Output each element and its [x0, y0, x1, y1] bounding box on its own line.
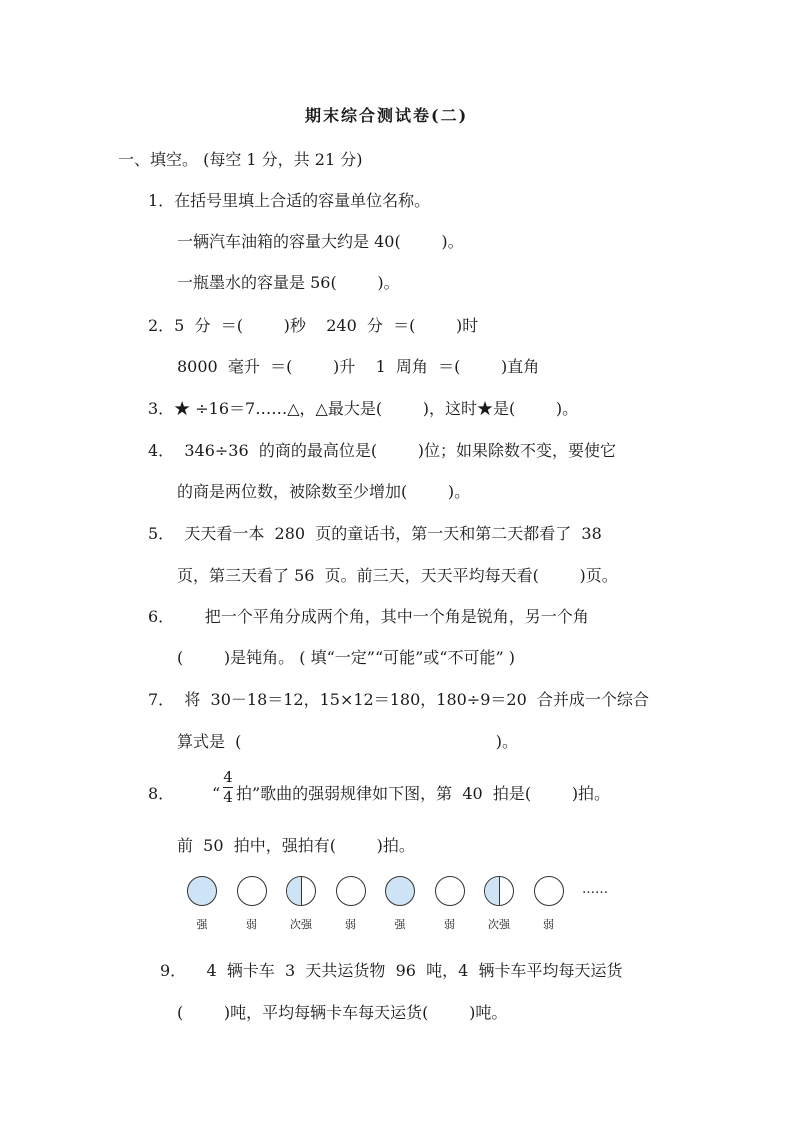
- beat-label: 弱: [345, 918, 356, 931]
- beat-circle-weak: [435, 876, 465, 906]
- q7-line-1: 7． 将 30－18＝12，15×12＝180，180÷9＝20 合并成一个综合: [148, 690, 649, 709]
- q4-line-1: 4． 346÷36 的商的最高位是( )位；如果除数不变，要使它: [148, 441, 617, 460]
- beat-label: 次强: [290, 918, 312, 931]
- beat-circle-half: [484, 876, 514, 906]
- beat-circle-weak: [534, 876, 564, 906]
- q1-prompt: 1．在括号里填上合适的容量单位名称。: [148, 191, 431, 210]
- q5-line-2: 页，第三天看了 56 页。前三天，天天平均每天看( )页。: [177, 566, 618, 585]
- beat-label: 次强: [488, 918, 510, 931]
- beat-circle-weak: [237, 876, 267, 906]
- q8-number: 8．: [148, 784, 175, 803]
- q8-frac-numerator: 4: [223, 768, 233, 786]
- q7-line-2: 算式是 ( )。: [177, 732, 518, 751]
- q4-line-2: 的商是两位数，被除数至少增加( )。: [177, 482, 471, 501]
- beat-2: [235, 876, 269, 932]
- beat-5: [383, 876, 417, 932]
- beat-6: [433, 876, 467, 932]
- q6-line-2: ( )是钝角。 ( 填“一定”“可能”或“不可能” ): [177, 648, 515, 667]
- beat-7: [482, 876, 516, 932]
- beat-3: [284, 876, 318, 932]
- q2-line-2: 8000 毫升 ＝( )升 1 周角 ＝( )直角: [177, 357, 540, 376]
- beat-pattern-diagram: [185, 876, 625, 946]
- beat-label: 强: [394, 918, 406, 931]
- section-heading: 一、填空。 (每空 1 分，共 21 分): [118, 150, 363, 169]
- beat-circle-half: [286, 876, 316, 906]
- q8-line-2: 前 50 拍中，强拍有( )拍。: [177, 836, 415, 855]
- q8-time-signature: [223, 770, 233, 805]
- q2-line-1: 2．5 分 ＝( )秒 240 分 ＝( )时: [148, 316, 479, 335]
- q5-line-1: 5． 天天看一本 280 页的童话书，第一天和第二天都看了 38: [148, 524, 602, 543]
- beat-circle-strong: [385, 876, 415, 906]
- q8-frac-denominator: 4: [223, 788, 233, 806]
- q8-open-quote: “: [212, 784, 221, 803]
- beat-1: [185, 876, 219, 932]
- q8-line-1: 拍”歌曲的强弱规律如下图，第 40 拍是( )拍。: [236, 784, 611, 803]
- beat-ellipsis: ……: [582, 882, 608, 897]
- q1-item-a: 一辆汽车油箱的容量大约是 40( )。: [177, 232, 464, 251]
- q6-line-1: 6． 把一个平角分成两个角，其中一个角是锐角，另一个角: [148, 607, 589, 626]
- beat-4: [334, 876, 368, 932]
- beat-circle-weak: [336, 876, 366, 906]
- page-title: 期末综合测试卷(二): [305, 106, 469, 125]
- beat-label: 弱: [543, 918, 554, 931]
- beat-label: 强: [196, 918, 208, 931]
- q3-line-1: 3．★ ÷16＝7……△，△最大是( )，这时★是( )。: [148, 399, 579, 418]
- q9-line-2: ( )吨，平均每辆卡车每天运货( )吨。: [177, 1003, 508, 1022]
- beat-label: 弱: [246, 918, 257, 931]
- q9-line-1: 9． 4 辆卡车 3 天共运货物 96 吨，4 辆卡车平均每天运货: [160, 961, 623, 980]
- beat-circle-strong: [187, 876, 217, 906]
- beat-8: [532, 876, 566, 932]
- q1-item-b: 一瓶墨水的容量是 56( )。: [177, 273, 400, 292]
- beat-label: 弱: [444, 918, 455, 931]
